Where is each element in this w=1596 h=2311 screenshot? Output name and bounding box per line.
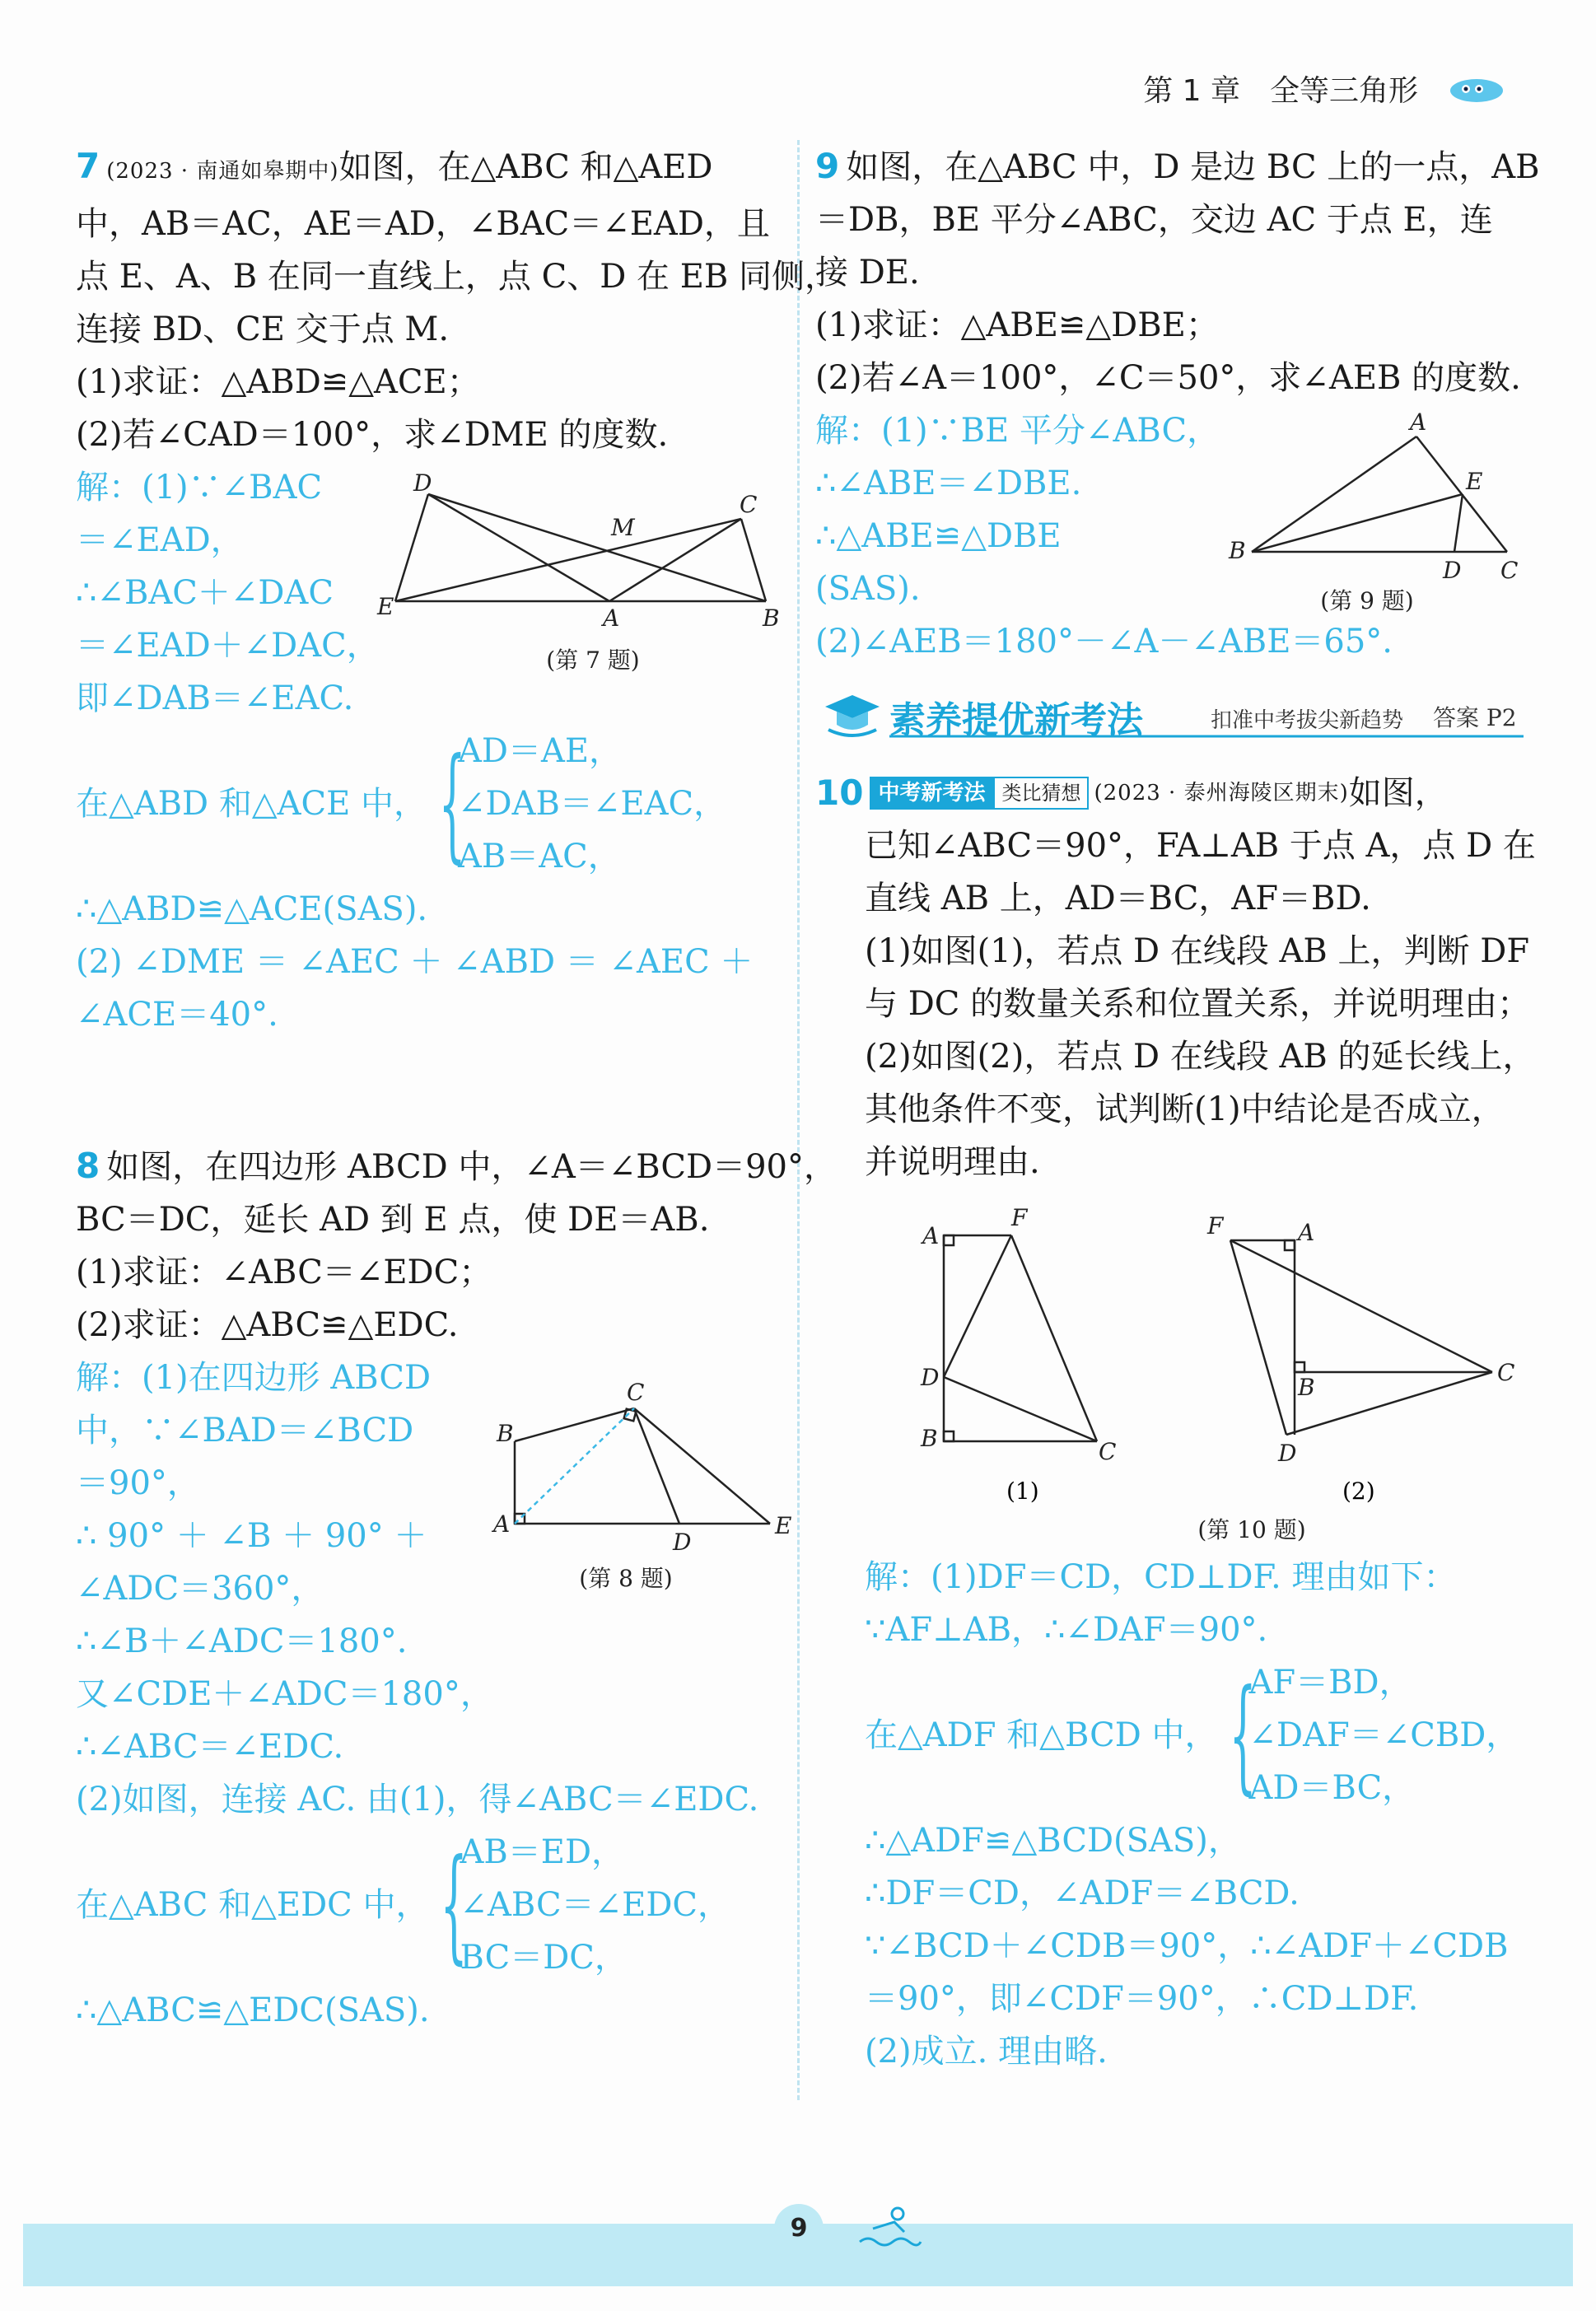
- label-A: A: [603, 605, 620, 632]
- label-E: E: [1466, 468, 1483, 495]
- question-text: 如图，在△ABC 和△AED: [338, 148, 713, 186]
- question-text: 接 DE.: [815, 254, 920, 292]
- solution-line: ∴△ADF≌△BCD(SAS)，: [865, 1822, 1241, 1860]
- figure-10-part-2-label: (2): [1342, 1478, 1375, 1505]
- label-E: E: [377, 593, 394, 620]
- label-A: A: [922, 1222, 940, 1249]
- question-number: 7: [76, 146, 100, 186]
- solution-line: 解：(1)DF＝CD，CD⊥DF. 理由如下：: [865, 1558, 1457, 1596]
- solution-line: ∵∠BCD＋∠CDB＝90°，∴∠ADF＋∠CDB: [865, 1927, 1509, 1965]
- figure-9: [1227, 409, 1524, 584]
- solution-line: ∴ 90° ＋ ∠B ＋ 90° ＋: [76, 1517, 427, 1555]
- question-text: (1)求证：△ABD≌△ACE；: [76, 363, 480, 401]
- solution-line: ＝∠EAD，: [76, 521, 244, 559]
- solution-line: 解：(1)∵BE 平分∠ABC，: [815, 412, 1220, 450]
- label-D: D: [1443, 557, 1462, 584]
- figure-7: [379, 469, 782, 667]
- label-B: B: [763, 605, 780, 632]
- solution-line: 又∠CDE＋∠ADC＝180°，: [76, 1675, 493, 1713]
- label-E: E: [775, 1512, 792, 1539]
- question-text: 如图，在四边形 ABCD 中，∠A＝∠BCD＝90°，: [106, 1148, 837, 1186]
- label-A: A: [1410, 409, 1427, 436]
- solution-line: 在△ABD 和△ACE 中，: [76, 785, 427, 823]
- answer-page-ref: 答案 P2: [1433, 704, 1517, 731]
- label-D: D: [673, 1529, 692, 1556]
- congruence-conditions: [76, 1826, 784, 1984]
- label-C: C: [1497, 1359, 1515, 1386]
- solution-line: (SAS).: [815, 570, 921, 608]
- figure-8: [490, 1367, 792, 1557]
- solution-line: 中，∵∠BAD＝∠BCD: [76, 1412, 414, 1450]
- label-D: D: [1278, 1440, 1297, 1467]
- figure-8-caption: (第 8 题): [579, 1565, 673, 1592]
- solution-line: 解：(1)在四边形 ABCD: [76, 1359, 432, 1397]
- question-text: (2)求证：△ABC≌△EDC.: [76, 1306, 459, 1344]
- solution-line: ∵AF⊥AB，∴∠DAF＝90°.: [865, 1611, 1268, 1649]
- label-F: F: [1011, 1204, 1028, 1231]
- brace-symbol: {: [438, 732, 466, 875]
- column-divider: [797, 140, 800, 2100]
- solution-line: 即∠DAB＝∠EAC.: [76, 679, 354, 717]
- brace-symbol: {: [1229, 1664, 1258, 1807]
- figure-10-part-2: [1202, 1211, 1532, 1507]
- solution-line: ∴∠BAC＋∠DAC: [76, 574, 334, 612]
- question-source: (2023 · 南通如皋期中): [106, 159, 339, 184]
- label-C: C: [627, 1379, 645, 1406]
- label-D: D: [413, 469, 432, 497]
- condition: ∠DAB＝∠EAC，: [458, 785, 727, 823]
- solution-line: ＝90°，即∠CDF＝90°，∴CD⊥DF.: [865, 1980, 1419, 2018]
- section-banner: [815, 685, 1524, 743]
- chapter-title: 全等三角形: [1269, 74, 1418, 108]
- label-C: C: [740, 491, 758, 518]
- left-column: [76, 140, 838, 2037]
- solution-line: (2)∠AEB＝180°－∠A－∠ABE＝65°.: [815, 623, 1393, 661]
- figure-7-caption: (第 7 题): [546, 647, 640, 674]
- label-C: C: [1099, 1438, 1117, 1465]
- label-A: A: [493, 1510, 511, 1538]
- label-F: F: [1207, 1212, 1224, 1240]
- condition: AB＝AC，: [458, 838, 621, 875]
- question-number: 10: [815, 773, 864, 813]
- solution-10: [865, 1551, 1524, 2078]
- solution-line: ∠ADC＝360°，: [76, 1570, 324, 1608]
- question-text: (1)求证：∠ABC＝∠EDC；: [76, 1254, 492, 1291]
- question-text: (1)求证：△ABE≌△DBE；: [815, 306, 1219, 344]
- question-text: 其他条件不变，试判断(1)中结论是否成立，: [865, 1090, 1505, 1128]
- mascot-icon: [1448, 74, 1505, 104]
- label-B: B: [497, 1420, 514, 1447]
- solution-line: ∴∠ABE＝∠DBE.: [815, 465, 1082, 502]
- label-B: B: [1229, 537, 1246, 564]
- solution-line: 在△ABC 和△EDC 中，: [76, 1886, 429, 1924]
- question-text: (2)若∠A＝100°，∠C＝50°，求∠AEB 的度数.: [815, 359, 1521, 397]
- solution-line: ＝∠EAD＋∠DAC，: [76, 627, 380, 665]
- graduation-cap-icon: [824, 692, 881, 738]
- page-header: [1143, 68, 1505, 110]
- condition: AD＝AE，: [458, 732, 623, 770]
- question-text: 已知∠ABC＝90°，FA⊥AB 于点 A，点 D 在: [865, 827, 1536, 865]
- figure-10-part-1: [914, 1204, 1128, 1507]
- question-text: 直线 AB 上，AD＝BC，AF＝BD.: [865, 880, 1371, 917]
- chapter-label: 第 1 章: [1143, 74, 1240, 108]
- analogy-tag: 类比猜想: [993, 777, 1089, 810]
- question-text: BC＝DC，延长 AD 到 E 点，使 DE＝AB.: [76, 1201, 710, 1239]
- question-text: 中，AB＝AC，AE＝AD，∠BAC＝∠EAD，且: [76, 205, 770, 243]
- condition: AB＝ED，: [460, 1833, 625, 1871]
- solution-line: ∴△ABD≌△ACE(SAS).: [76, 890, 428, 928]
- question-text: (1)如图(1)，若点 D 在线段 AB 上，判断 DF: [865, 932, 1530, 970]
- swimmer-icon: [856, 2204, 922, 2253]
- figure-10-part-1-label: (1): [1006, 1478, 1039, 1505]
- page-number: 9: [774, 2204, 824, 2253]
- solution-line: ∴△ABC≌△EDC(SAS).: [76, 1991, 430, 2029]
- solution-line: 解：(1)∵∠BAC: [76, 469, 323, 507]
- solution-line: (2)成立. 理由略.: [865, 2033, 1108, 2071]
- question-text: 如图，: [1348, 774, 1448, 812]
- congruence-conditions: [76, 725, 784, 883]
- banner-title: 素养提优新考法: [889, 699, 1143, 741]
- figure-9-caption: (第 9 题): [1320, 587, 1414, 614]
- question-text: ＝DB，BE 平分∠ABC，交边 AC 于点 E，连: [815, 201, 1493, 239]
- banner-subtitle: 扣准中考拔尖新趋势: [1211, 708, 1404, 733]
- solution-line: ∴△ABE≌△DBE: [815, 517, 1062, 555]
- question-text: 连接 BD、CE 交于点 M.: [76, 310, 450, 348]
- question-number: 9: [815, 146, 840, 186]
- new-method-tag: 中考新考法: [870, 777, 993, 810]
- brace-symbol: {: [440, 1833, 469, 1977]
- solution-line: ＝90°，: [76, 1464, 200, 1502]
- condition: BC＝DC，: [460, 1939, 628, 1977]
- label-C: C: [1500, 557, 1519, 584]
- condition: ∠ABC＝∠EDC，: [460, 1886, 731, 1924]
- solution-line: (2) ∠DME ＝ ∠AEC ＋ ∠ABD ＝ ∠AEC ＋: [76, 943, 754, 981]
- solution-line: ∴DF＝CD，∠ADF＝∠BCD.: [865, 1874, 1300, 1912]
- question-text: (2)如图(2)，若点 D 在线段 AB 的延长线上，: [865, 1038, 1536, 1076]
- solution-line: ∴∠B＋∠ADC＝180°.: [76, 1622, 408, 1660]
- question-text: 并说明理由.: [865, 1143, 1040, 1181]
- figure-10-caption: (第 10 题): [1197, 1516, 1306, 1543]
- label-M: M: [611, 514, 635, 541]
- label-B: B: [921, 1425, 938, 1452]
- congruence-conditions: [865, 1656, 1524, 1814]
- solution-line: ∠ACE＝40°.: [76, 996, 278, 1034]
- banner-underline: [889, 733, 1524, 741]
- question-text: (2)若∠CAD＝100°，求∠DME 的度数.: [76, 416, 669, 454]
- solution-line: (2)如图，连接 AC. 由(1)，得∠ABC＝∠EDC.: [76, 1781, 759, 1818]
- question-text: 如图，在△ABC 中，D 是边 BC 上的一点，AB: [846, 148, 1540, 186]
- question-text: 点 E、A、B 在同一直线上，点 C、D 在 EB 同侧，: [76, 258, 838, 296]
- question-source: (2023 · 泰州海陵区期末): [1094, 781, 1349, 805]
- question-text: 与 DC 的数量关系和位置关系，并说明理由；: [865, 985, 1531, 1023]
- solution-line: 在△ADF 和△BCD 中，: [865, 1716, 1218, 1754]
- label-A: A: [1298, 1219, 1315, 1246]
- label-D: D: [921, 1364, 940, 1391]
- condition: AF＝BD，: [1248, 1664, 1412, 1702]
- condition: ∠DAF＝∠CBD，: [1248, 1716, 1519, 1754]
- condition: AD＝BC，: [1248, 1769, 1416, 1807]
- label-B: B: [1298, 1374, 1315, 1401]
- question-number: 8: [76, 1146, 100, 1186]
- solution-line: ∴∠ABC＝∠EDC.: [76, 1728, 344, 1766]
